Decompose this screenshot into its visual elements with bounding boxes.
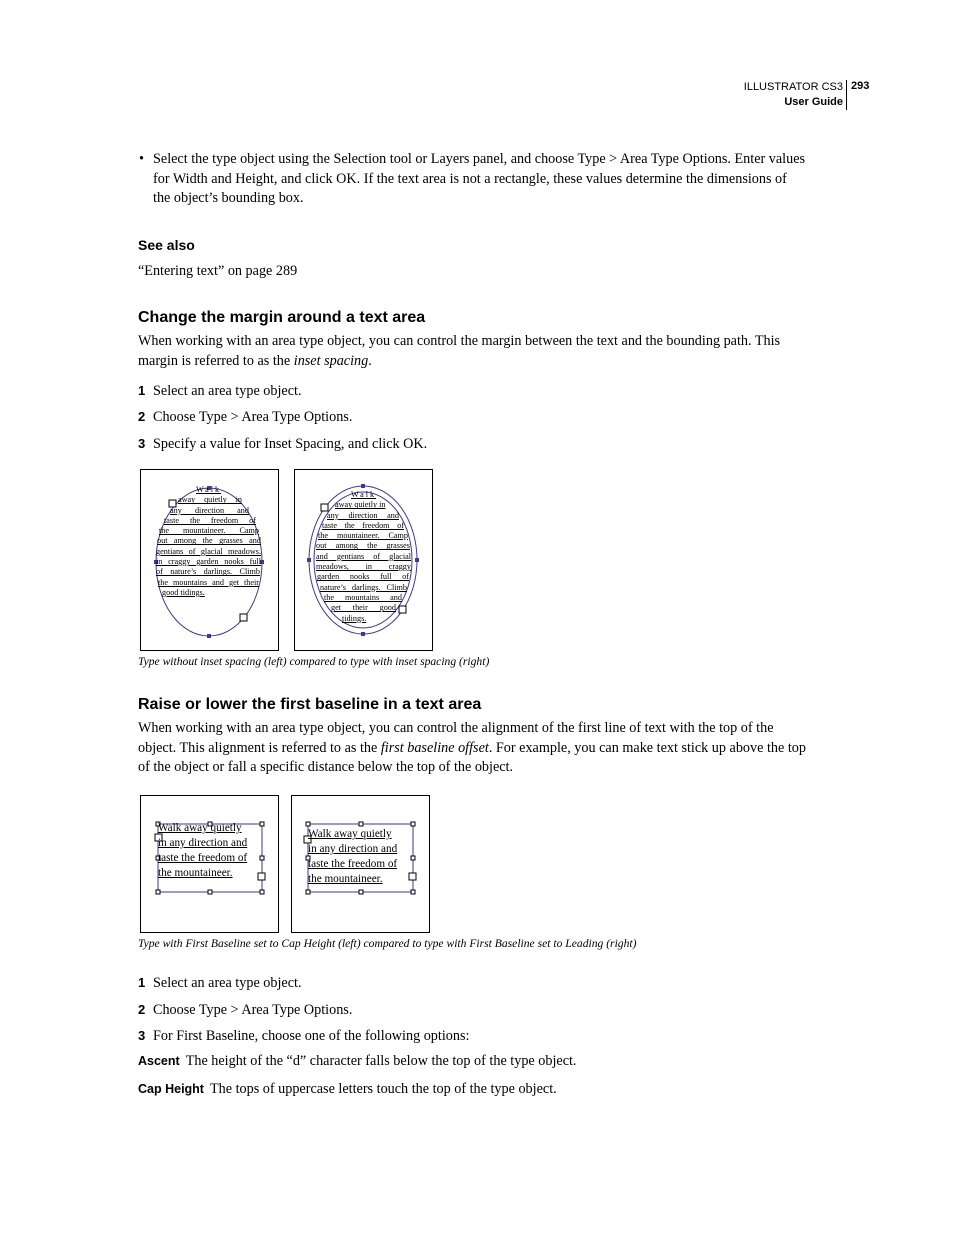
text-line: in craggy garden nooks full xyxy=(156,557,261,567)
option-ascent xyxy=(138,1052,576,1072)
text-line: out among the grasses and xyxy=(157,536,261,546)
intro-text: . xyxy=(368,352,372,369)
figure-caption: Type without inset spacing (left) compared to type with inset spacing (right) xyxy=(138,655,490,668)
step xyxy=(138,407,352,428)
text-line: and gentians of glacial xyxy=(316,551,411,561)
text-line: taste the freedom of xyxy=(164,515,256,525)
text-line: the mountaineer. xyxy=(158,867,233,879)
page-number: 293 xyxy=(851,80,870,92)
text-line: in any direction and xyxy=(308,843,398,855)
figure-baseline-left xyxy=(140,795,279,933)
text-line: gentians of glacial meadows. xyxy=(156,546,261,556)
step-number: 2 xyxy=(138,409,146,424)
step-text: Select an area type object. xyxy=(153,975,302,991)
bullet-marker: • xyxy=(139,151,144,167)
text-line: taste the freedom of xyxy=(158,852,248,864)
text-line: the mountains and get their xyxy=(158,577,259,587)
intro-term: first baseline offset xyxy=(380,739,489,756)
header-divider xyxy=(846,80,847,110)
text-line: away quietly in xyxy=(335,500,386,510)
intro-text: . For example, you can make text stick up above the top xyxy=(488,739,806,756)
bullet-line: the object’s bounding box. xyxy=(153,190,304,207)
step-text: For First Baseline, choose one of the following options: xyxy=(153,1028,470,1044)
step-number: 1 xyxy=(138,975,146,990)
intro-text: object. This alignment is referred to as the xyxy=(138,739,381,756)
section-heading: Raise or lower the first baseline in a text area xyxy=(138,696,482,713)
bullet-text xyxy=(153,150,818,209)
step xyxy=(138,1000,352,1021)
intro-text: margin is referred to as the xyxy=(138,352,294,369)
intro-line: When working with an area type object, you can control the margin between the text and the bounding path. This xyxy=(138,333,781,349)
step-number: 2 xyxy=(138,1002,146,1017)
text-line: out among the grasses xyxy=(316,541,410,551)
area-text xyxy=(308,827,397,887)
step-text: Select an area type object. xyxy=(153,383,302,399)
text-line: tidings. xyxy=(342,613,367,623)
text-line: taste the freedom of xyxy=(322,520,404,530)
step xyxy=(138,434,427,455)
step xyxy=(138,973,302,994)
figure-caption: Type with First Baseline set to Cap Height (left) compared to type with First Baseline set to Leading (right) xyxy=(138,937,637,950)
section-intro xyxy=(138,332,818,371)
intro-line: of the object or fall a specific distance below the top of the object. xyxy=(138,759,514,776)
text-line: meadows, in craggy xyxy=(316,562,411,572)
bullet-line: Select the type object using the Selection tool or Layers panel, and choose Type > Area Type Options. Enter values xyxy=(153,151,806,167)
step-number: 3 xyxy=(138,436,146,451)
area-text xyxy=(141,485,278,598)
figure-baseline-right xyxy=(291,795,430,933)
area-text xyxy=(158,821,247,881)
option-term: Ascent xyxy=(138,1054,180,1068)
text-line: good tidings. xyxy=(162,587,205,597)
bullet-line: for Width and Height, and click OK. If the text area is not a rectangle, these values determine the dimensions of xyxy=(153,170,787,187)
running-header xyxy=(744,80,843,110)
header-guide: User Guide xyxy=(784,96,843,108)
intro-line xyxy=(138,739,818,759)
option-cap-height xyxy=(138,1080,557,1100)
text-line: the mountaineer. Camp xyxy=(159,526,259,536)
intro-line: When working with an area type object, you can control the alignment of the first line of text with the top of the xyxy=(138,720,774,736)
step xyxy=(138,381,302,402)
text-line: in any direction and xyxy=(158,837,248,849)
text-line: Walk xyxy=(351,490,377,499)
area-text xyxy=(295,490,432,624)
text-line: nature’s darlings. Climb xyxy=(320,582,407,592)
text-line: any direction and xyxy=(170,505,249,515)
text-line: any direction and xyxy=(327,510,399,520)
intro-term: inset spacing xyxy=(293,352,369,369)
step-text: Choose Type > Area Type Options. xyxy=(153,1002,353,1018)
figure-inset-left xyxy=(140,469,279,651)
text-line: Walk away quietly xyxy=(158,822,242,834)
step-number: 1 xyxy=(138,383,146,398)
step-text: Specify a value for Inset Spacing, and click OK. xyxy=(153,436,428,452)
option-term: Cap Height xyxy=(138,1082,204,1096)
text-line: Walk away quietly xyxy=(308,828,392,840)
section-heading: Change the margin around a text area xyxy=(138,309,426,326)
text-line: the mountaineer. Camp xyxy=(318,531,408,541)
text-line: the mountains and xyxy=(324,592,402,602)
step-number: 3 xyxy=(138,1028,146,1043)
option-desc: The height of the “d” character falls below the top of the type object. xyxy=(185,1053,577,1069)
section-intro xyxy=(138,719,818,778)
figure-inset-right xyxy=(294,469,433,651)
text-line: garden nooks full of xyxy=(317,572,409,582)
text-line: taste the freedom of xyxy=(308,858,398,870)
option-desc: The tops of uppercase letters touch the top of the type object. xyxy=(209,1081,557,1097)
see-also-link[interactable]: “Entering text” on page 289 xyxy=(138,263,298,279)
step-text: Choose Type > Area Type Options. xyxy=(153,409,353,425)
text-line: of nature’s darlings. Climb xyxy=(156,567,260,577)
text-line: away quietly in xyxy=(178,495,242,505)
header-product: ILLUSTRATOR CS3 xyxy=(743,81,843,93)
see-also-heading: See also xyxy=(138,237,195,253)
intro-line xyxy=(138,352,818,372)
text-line: the mountaineer. xyxy=(308,873,383,885)
step xyxy=(138,1026,469,1047)
text-line: get their good xyxy=(331,603,396,613)
text-line: Walk xyxy=(196,485,222,494)
